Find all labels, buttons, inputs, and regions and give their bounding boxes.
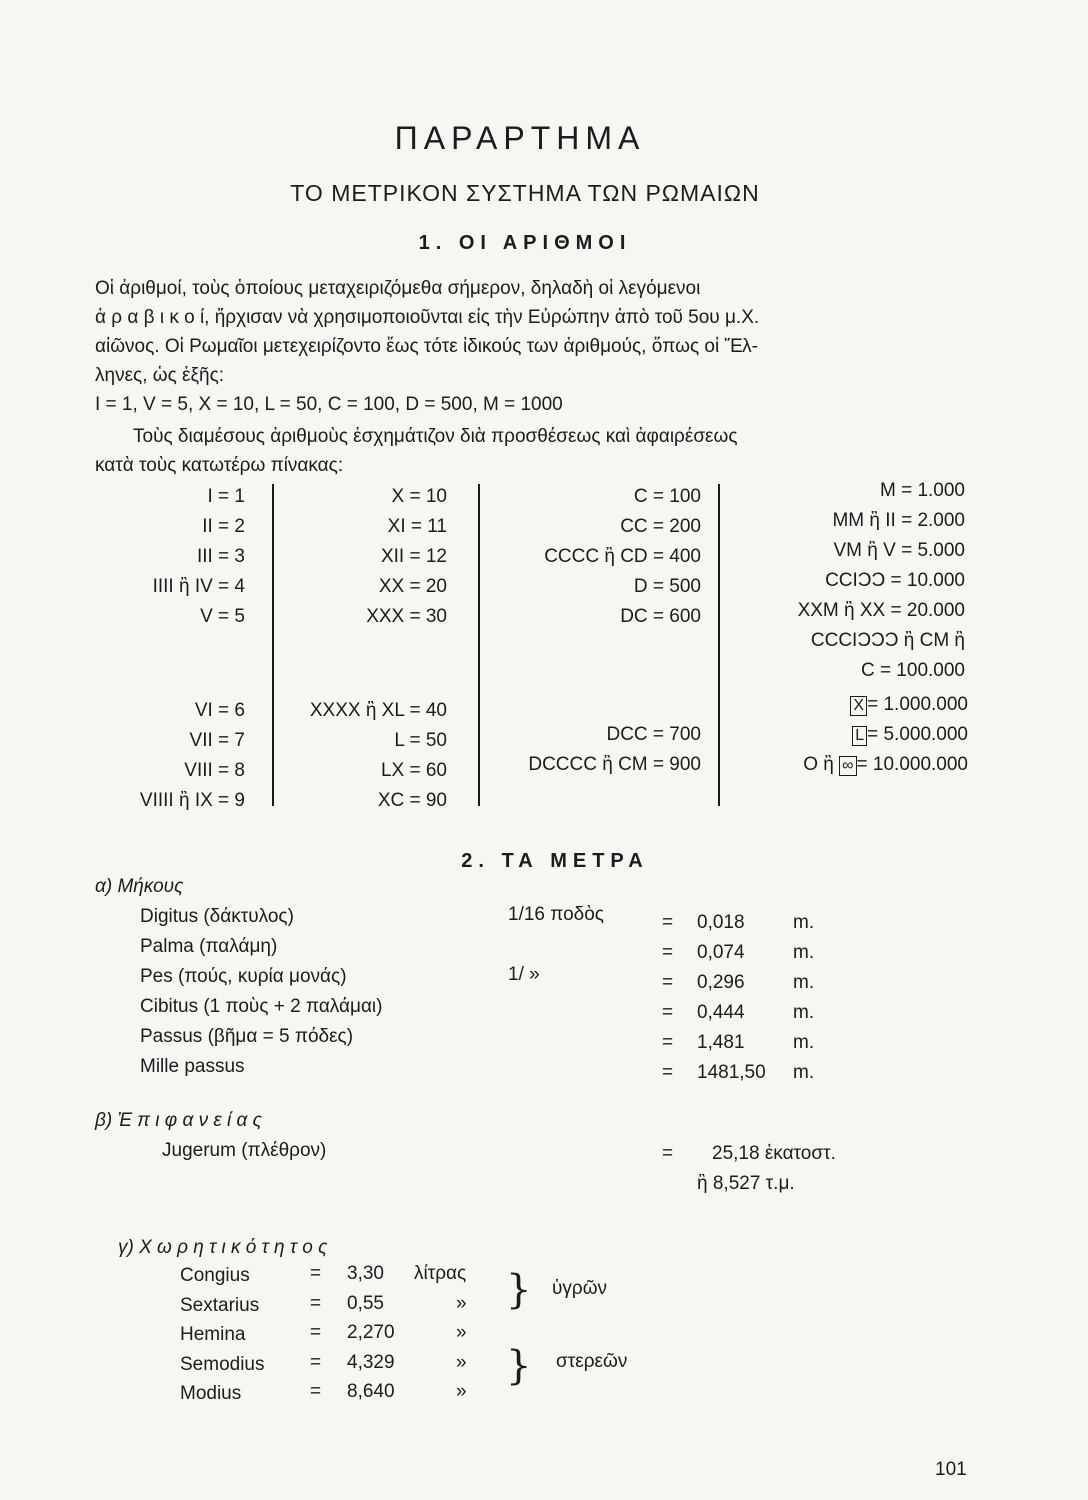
brace-right: } xyxy=(506,1343,532,1389)
measure-value: 0,444 xyxy=(697,1002,745,1023)
liquid-label: ὑγρῶν xyxy=(552,1278,608,1299)
measure-name: Semodius xyxy=(180,1353,265,1375)
measure-value: 2,270 xyxy=(347,1322,395,1343)
length-names xyxy=(140,906,382,1086)
measure-value: 0,55 xyxy=(347,1292,384,1314)
length-units xyxy=(793,912,814,1092)
numeral-col1-bottom xyxy=(95,696,245,816)
para1-line: ἀ ρ α β ι κ ο ί, ἤρχισαν νὰ χρησιμοποιοῦνται εἰς τὴν Εὐρώπην ἀπὸ τοῦ 5ου μ.Χ. xyxy=(95,307,760,328)
numeral: DC = 600 xyxy=(620,606,701,627)
measure-name: Pes (πούς, κυρία μονάς) xyxy=(140,966,347,987)
equals-sign: = xyxy=(662,912,674,933)
equals-sign: = xyxy=(662,1062,674,1083)
numeral: II = 2 xyxy=(202,516,245,537)
numeral: CC = 200 xyxy=(620,516,701,537)
area-value-alt: ἢ 8,527 τ.μ. xyxy=(697,1173,795,1194)
measure-unit: m. xyxy=(793,972,815,993)
para1-line: ληνες, ὡς ἑξῆς: xyxy=(95,365,225,386)
overline-box: ∞ xyxy=(839,756,856,776)
overline-box: X xyxy=(850,696,867,716)
numeral: MM ἢ II = 2.000 xyxy=(832,510,965,531)
numeral: IIII ἢ IV = 4 xyxy=(152,576,245,597)
solid-label: στερεῶν xyxy=(556,1351,628,1372)
measure-unit: » xyxy=(456,1322,467,1343)
measure-fraction xyxy=(508,1054,604,1084)
capacity-names xyxy=(180,1265,265,1413)
numeral: DCC = 700 xyxy=(606,724,701,745)
measure-fraction xyxy=(508,1024,604,1054)
numeral: C = 100.000 xyxy=(860,660,965,681)
measure-value: 0,074 xyxy=(697,942,745,963)
numeral: X = 10 xyxy=(391,486,447,507)
numeral xyxy=(728,750,968,780)
measure-name: Hemina xyxy=(180,1324,246,1345)
numeral: LX = 60 xyxy=(380,760,447,781)
equals-sign: = xyxy=(310,1292,322,1314)
numeral-value: = 5.000.000 xyxy=(867,724,968,745)
numeral: M = 1.000 xyxy=(879,480,965,501)
measure-unit: » xyxy=(456,1292,467,1314)
equals-sign: = xyxy=(310,1322,322,1343)
numeral-prefix: O ἢ xyxy=(803,754,840,775)
measure-name: Sextarius xyxy=(180,1294,260,1316)
numeral-col2-bottom xyxy=(285,696,447,816)
length-label: α) Μήκους xyxy=(95,876,184,897)
numeral-col3-top xyxy=(488,482,701,632)
area-value: 25,18 ἑκατοστ. xyxy=(712,1143,836,1164)
numeral: CCCIƆƆƆ ἢ CM ἢ xyxy=(810,630,965,651)
measure-unit: » xyxy=(456,1351,467,1373)
numeral: XII = 12 xyxy=(380,546,447,567)
equals-sign: = xyxy=(662,1032,674,1053)
overline-box: L xyxy=(852,726,867,746)
numeral: XX = 20 xyxy=(378,576,447,597)
measure-value: 1,481 xyxy=(697,1032,745,1053)
measure-fraction: 1/ » xyxy=(508,964,540,985)
page-number: 101 xyxy=(935,1459,967,1480)
para2-line: Τοὺς διαμέσους ἀριθμοὺς ἐσχημάτιζον διὰ προσθέσεως καὶ ἀφαιρέσεως xyxy=(133,426,738,447)
numeral: V = 5 xyxy=(200,606,245,627)
measure-fraction: 1/16 ποδὸς xyxy=(508,904,604,925)
measure-value: 4,329 xyxy=(347,1351,395,1373)
para2-line: κατὰ τοὺς κατωτέρω πίνακας: xyxy=(95,455,344,476)
capacity-label: γ) Χ ω ρ η τ ι κ ό τ η τ ο ς xyxy=(118,1237,328,1258)
numeral: VIII = 8 xyxy=(184,760,245,781)
numeral: XC = 90 xyxy=(377,790,447,811)
length-fractions xyxy=(508,904,604,1084)
numeral: XXXX ἢ XL = 40 xyxy=(309,700,447,721)
measure-fraction xyxy=(508,934,604,964)
length-values xyxy=(697,912,766,1092)
area-name: Jugerum (πλέθρον) xyxy=(162,1140,327,1161)
measure-unit: m. xyxy=(793,1002,815,1023)
numeral: XXX = 30 xyxy=(366,606,447,627)
numeral: D = 500 xyxy=(633,576,701,597)
equals-sign: = xyxy=(662,942,674,963)
equals-sign: = xyxy=(310,1381,322,1402)
measure-name: Palma (παλάμη) xyxy=(140,936,278,957)
numeral: CCIƆƆ = 10.000 xyxy=(825,570,965,591)
numeral-col4-top xyxy=(728,476,965,686)
numeral: XI = 11 xyxy=(387,516,447,537)
section1-heading: 1. ΟΙ ΑΡΙΘΜΟΙ xyxy=(418,232,632,254)
measure-unit: m. xyxy=(793,1032,815,1053)
equals-sign: = xyxy=(662,972,674,993)
numeral xyxy=(728,690,968,720)
numeral: VII = 7 xyxy=(189,730,245,751)
measure-unit: » xyxy=(456,1381,467,1402)
equals-sign: = xyxy=(662,1143,674,1164)
para1-line: I = 1, V = 5, X = 10, L = 50, C = 100, D = 500, M = 1000 xyxy=(95,394,563,415)
measure-name: Congius xyxy=(180,1265,250,1286)
equals-sign: = xyxy=(662,1002,674,1023)
page-title: ΠΑΡΑΡΤΗΜΑ xyxy=(394,120,646,156)
numeral: I = 1 xyxy=(207,486,245,507)
para1-line: αἰῶνος. Οἱ Ρωμαῖοι μετεχειρίζοντο ἕως τότε ἰδικούς των ἀριθμούς, ὅπως οἱ Ἕλ- xyxy=(95,336,758,357)
brace-right: } xyxy=(506,1267,532,1313)
numeral: VI = 6 xyxy=(194,700,245,721)
numeral-col1-top xyxy=(95,482,245,632)
area-label: β) Ἐ π ι φ α ν ε ί α ς xyxy=(95,1110,262,1131)
measure-fraction xyxy=(508,994,604,1024)
numeral: VM ἢ V = 5.000 xyxy=(833,540,965,561)
measure-name: Modius xyxy=(180,1383,242,1404)
table-divider xyxy=(272,484,274,806)
length-equals xyxy=(662,912,673,1092)
capacity-units xyxy=(414,1263,467,1411)
numeral-value: = 1.000.000 xyxy=(867,694,968,715)
measure-value: 1481,50 xyxy=(697,1062,766,1083)
measure-value: 0,018 xyxy=(697,912,745,933)
measure-name: Mille passus xyxy=(140,1056,245,1077)
page-subtitle: ΤΟ ΜΕΤΡΙΚΟΝ ΣΥΣΤΗΜΑ ΤΩΝ ΡΩΜΑΙΩΝ xyxy=(290,180,760,206)
numeral: III = 3 xyxy=(196,546,245,567)
table-divider xyxy=(478,484,480,806)
numeral: VIIII ἢ IX = 9 xyxy=(139,790,245,811)
para1 xyxy=(95,274,759,419)
measure-unit: λίτρας xyxy=(414,1263,467,1284)
measure-unit: m. xyxy=(793,1062,815,1083)
numeral: DCCCC ἢ CM = 900 xyxy=(528,754,701,775)
numeral-value: = 10.000.000 xyxy=(856,754,968,775)
section2-heading: 2. ΤΑ ΜΕΤΡΑ xyxy=(461,850,649,872)
capacity-values xyxy=(347,1263,395,1411)
numeral: CCCC ἢ CD = 400 xyxy=(544,546,701,567)
measure-name: Cibitus (1 ποὺς + 2 παλάμαι) xyxy=(140,996,383,1017)
equals-sign: = xyxy=(310,1351,322,1373)
measure-name: Digitus (δάκτυλος) xyxy=(140,906,294,927)
numeral: XXM ἢ XX = 20.000 xyxy=(797,600,965,621)
numeral: C = 100 xyxy=(633,486,701,507)
numeral-col2-top xyxy=(285,482,447,632)
measure-value: 8,640 xyxy=(347,1381,395,1402)
para1-line: Οἱ ἀριθμοί, τοὺς ὁποίους μεταχειριζόμεθα σήμερον, δηλαδὴ οἱ λεγόμενοι xyxy=(95,278,701,299)
measure-unit: m. xyxy=(793,912,815,933)
numeral: L = 50 xyxy=(394,730,447,751)
measure-value: 0,296 xyxy=(697,972,745,993)
capacity-equals xyxy=(310,1263,321,1411)
table-divider xyxy=(718,484,720,806)
equals-sign: = xyxy=(310,1263,322,1284)
numeral xyxy=(728,720,968,750)
numeral-col3-bottom xyxy=(488,720,701,780)
measure-value: 3,30 xyxy=(347,1263,384,1284)
measure-name: Passus (βῆμα = 5 πόδες) xyxy=(140,1026,354,1047)
measure-unit: m. xyxy=(793,942,815,963)
numeral-col4-boxed xyxy=(728,690,968,780)
